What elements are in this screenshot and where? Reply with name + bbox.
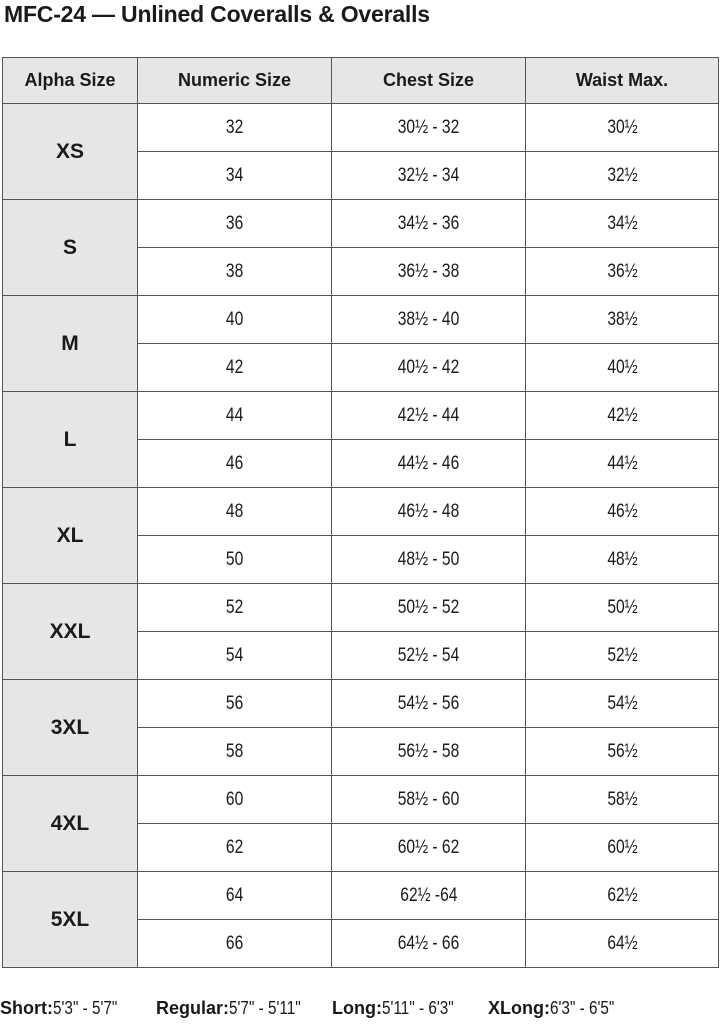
- chest-size-value: 46½ - 48: [397, 500, 460, 522]
- waist-max-cell: [526, 584, 719, 632]
- waist-max-cell: [526, 104, 719, 152]
- waist-max-cell: [526, 632, 719, 680]
- waist-max-cell: [526, 200, 719, 248]
- waist-max-value: 50½: [606, 596, 638, 618]
- chest-size-cell: [332, 488, 526, 536]
- numeric-size-cell: [138, 344, 332, 392]
- chest-size-cell: [332, 248, 526, 296]
- numeric-size-value: 52: [225, 596, 244, 618]
- waist-max-value: 34½: [606, 212, 638, 234]
- numeric-size-value: 46: [225, 452, 244, 474]
- waist-max-cell: [526, 536, 719, 584]
- numeric-size-value: 40: [225, 308, 244, 330]
- numeric-size-value: 32: [225, 116, 244, 138]
- numeric-size-value: 56: [225, 692, 244, 714]
- legend-label: Short:: [0, 998, 53, 1018]
- chest-size-value: 44½ - 46: [397, 452, 460, 474]
- header-numeric-size: Numeric Size: [138, 58, 332, 104]
- chest-size-cell: [332, 824, 526, 872]
- page-title: MFC-24 — Unlined Coveralls & Overalls: [4, 1, 430, 27]
- alpha-size-cell: XL: [3, 488, 138, 584]
- waist-max-value: 56½: [606, 740, 638, 762]
- chest-size-cell: [332, 920, 526, 968]
- chest-size-cell: [332, 680, 526, 728]
- legend-item-long: [332, 998, 466, 1019]
- numeric-size-cell: [138, 584, 332, 632]
- numeric-size-value: 36: [225, 212, 244, 234]
- numeric-size-value: 48: [225, 500, 244, 522]
- chest-size-value: 40½ - 42: [397, 356, 460, 378]
- chest-size-cell: [332, 440, 526, 488]
- waist-max-cell: [526, 872, 719, 920]
- chest-size-value: 38½ - 40: [397, 308, 460, 330]
- numeric-size-cell: [138, 824, 332, 872]
- chest-size-cell: [332, 152, 526, 200]
- chest-size-cell: [332, 392, 526, 440]
- table-body: [3, 104, 719, 968]
- chest-size-value: 50½ - 52: [397, 596, 460, 618]
- numeric-size-cell: [138, 152, 332, 200]
- chest-size-value: 56½ - 58: [397, 740, 460, 762]
- numeric-size-cell: [138, 632, 332, 680]
- numeric-size-value: 62: [225, 836, 244, 858]
- header-row: [3, 58, 719, 104]
- numeric-size-value: 54: [225, 644, 244, 666]
- legend-item-regular: [156, 998, 313, 1019]
- legend-value: 5'3" - 5'7": [53, 998, 118, 1018]
- numeric-size-cell: [138, 488, 332, 536]
- table-row: [3, 392, 719, 440]
- legend-label: Regular:: [156, 998, 230, 1018]
- waist-max-value: 54½: [606, 692, 638, 714]
- legend-item-xlong: [488, 998, 626, 1019]
- chest-size-cell: [332, 728, 526, 776]
- numeric-size-value: 44: [225, 404, 244, 426]
- legend-label: XLong:: [488, 998, 550, 1018]
- inseam-legend: [0, 998, 720, 1026]
- waist-max-cell: [526, 680, 719, 728]
- waist-max-cell: [526, 248, 719, 296]
- table-row: [3, 488, 719, 536]
- table-row: [3, 104, 719, 152]
- chest-size-cell: [332, 776, 526, 824]
- chest-size-value: 30½ - 32: [397, 116, 460, 138]
- legend-value: 6'3" - 6'5": [549, 998, 615, 1018]
- waist-max-value: 52½: [606, 644, 638, 666]
- header-waist-max: Waist Max.: [526, 58, 719, 104]
- legend-label: Long:: [332, 998, 382, 1018]
- waist-max-value: 48½: [606, 548, 638, 570]
- waist-max-cell: [526, 824, 719, 872]
- waist-max-value: 42½: [606, 404, 638, 426]
- waist-max-value: 32½: [606, 164, 638, 186]
- alpha-size-cell: M: [3, 296, 138, 392]
- chest-size-value: 62½ -64: [399, 884, 458, 906]
- numeric-size-cell: [138, 872, 332, 920]
- chest-size-value: 32½ - 34: [397, 164, 460, 186]
- size-chart-table: [2, 57, 719, 968]
- numeric-size-cell: [138, 728, 332, 776]
- waist-max-value: 62½: [606, 884, 638, 906]
- waist-max-cell: [526, 920, 719, 968]
- waist-max-value: 36½: [606, 260, 638, 282]
- waist-max-cell: [526, 152, 719, 200]
- header-alpha-size: Alpha Size: [3, 58, 138, 104]
- numeric-size-cell: [138, 776, 332, 824]
- chest-size-value: 64½ - 66: [397, 932, 460, 954]
- waist-max-value: 30½: [606, 116, 638, 138]
- numeric-size-cell: [138, 248, 332, 296]
- chest-size-value: 42½ - 44: [397, 404, 460, 426]
- table-row: [3, 680, 719, 728]
- size-chart-table-wrapper: [2, 57, 718, 968]
- waist-max-cell: [526, 488, 719, 536]
- alpha-size-cell: L: [3, 392, 138, 488]
- alpha-size-cell: XXL: [3, 584, 138, 680]
- chest-size-cell: [332, 632, 526, 680]
- chest-size-value: 36½ - 38: [397, 260, 460, 282]
- chest-size-cell: [332, 584, 526, 632]
- numeric-size-cell: [138, 536, 332, 584]
- numeric-size-cell: [138, 440, 332, 488]
- waist-max-cell: [526, 392, 719, 440]
- waist-max-cell: [526, 440, 719, 488]
- waist-max-value: 60½: [606, 836, 638, 858]
- legend-value: 5'11" - 6'3": [381, 998, 454, 1018]
- alpha-size-cell: 4XL: [3, 776, 138, 872]
- table-row: [3, 776, 719, 824]
- numeric-size-value: 58: [225, 740, 244, 762]
- legend-item-short: [0, 998, 129, 1019]
- chest-size-value: 52½ - 54: [397, 644, 460, 666]
- waist-max-cell: [526, 344, 719, 392]
- chest-size-cell: [332, 872, 526, 920]
- waist-max-value: 64½: [606, 932, 638, 954]
- chest-size-value: 34½ - 36: [397, 212, 460, 234]
- chest-size-cell: [332, 296, 526, 344]
- waist-max-cell: [526, 776, 719, 824]
- table-row: [3, 872, 719, 920]
- numeric-size-cell: [138, 104, 332, 152]
- numeric-size-cell: [138, 680, 332, 728]
- chest-size-cell: [332, 200, 526, 248]
- waist-max-value: 40½: [606, 356, 638, 378]
- numeric-size-cell: [138, 392, 332, 440]
- waist-max-value: 38½: [606, 308, 638, 330]
- chest-size-cell: [332, 536, 526, 584]
- waist-max-value: 46½: [606, 500, 638, 522]
- chest-size-cell: [332, 344, 526, 392]
- waist-max-cell: [526, 296, 719, 344]
- numeric-size-value: 38: [225, 260, 244, 282]
- numeric-size-value: 50: [225, 548, 244, 570]
- chest-size-cell: [332, 104, 526, 152]
- chest-size-value: 60½ - 62: [397, 836, 460, 858]
- numeric-size-value: 42: [225, 356, 244, 378]
- alpha-size-cell: XS: [3, 104, 138, 200]
- alpha-size-cell: S: [3, 200, 138, 296]
- legend-value: 5'7" - 5'11": [229, 998, 301, 1018]
- waist-max-cell: [526, 728, 719, 776]
- numeric-size-value: 64: [225, 884, 244, 906]
- waist-max-value: 58½: [606, 788, 638, 810]
- numeric-size-value: 34: [225, 164, 244, 186]
- table-row: [3, 296, 719, 344]
- alpha-size-cell: 5XL: [3, 872, 138, 968]
- chest-size-value: 48½ - 50: [397, 548, 460, 570]
- numeric-size-value: 60: [225, 788, 244, 810]
- numeric-size-cell: [138, 296, 332, 344]
- numeric-size-value: 66: [225, 932, 244, 954]
- numeric-size-cell: [138, 200, 332, 248]
- chest-size-value: 58½ - 60: [397, 788, 460, 810]
- alpha-size-cell: 3XL: [3, 680, 138, 776]
- header-chest-size: Chest Size: [332, 58, 526, 104]
- table-row: [3, 584, 719, 632]
- numeric-size-cell: [138, 920, 332, 968]
- waist-max-value: 44½: [606, 452, 638, 474]
- chest-size-value: 54½ - 56: [397, 692, 460, 714]
- table-row: [3, 200, 719, 248]
